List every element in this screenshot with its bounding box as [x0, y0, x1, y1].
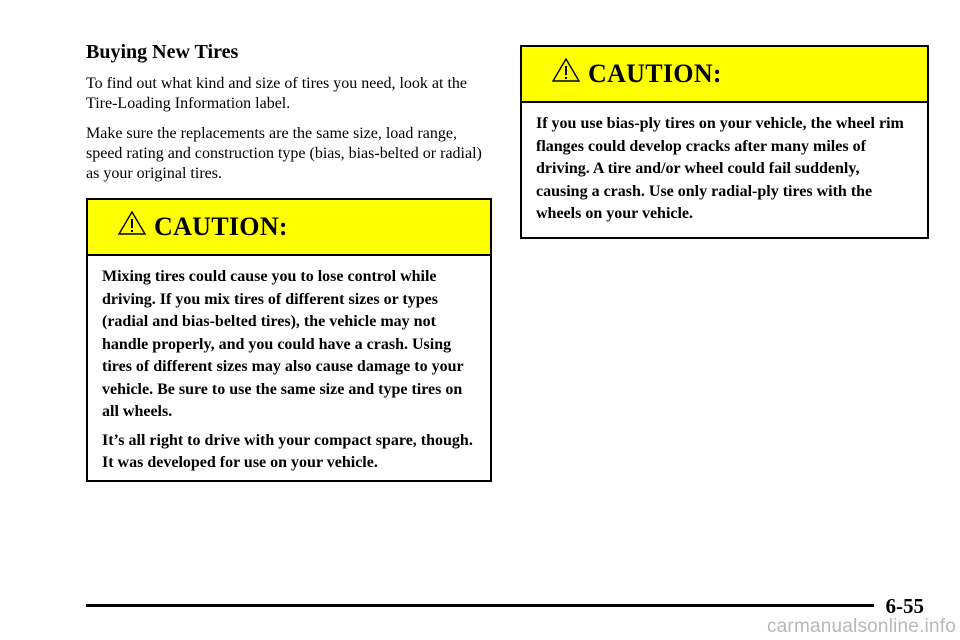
caution-text: It’s all right to drive with your compact spare, though. It was developed for use on your vehicle.	[102, 431, 473, 471]
caution-box-mixing-tires	[86, 198, 492, 482]
caution-label: CAUTION:	[154, 212, 288, 241]
footer-rule	[86, 604, 874, 607]
caution-header	[522, 47, 927, 103]
caution-header	[88, 200, 490, 256]
caution-body	[88, 256, 490, 475]
section-title: Buying New Tires	[86, 41, 239, 63]
caution-box-bias-ply	[520, 45, 929, 239]
warning-triangle-icon	[118, 211, 146, 235]
watermark: carmanualsonline.info	[766, 616, 956, 637]
warning-triangle-icon	[552, 58, 580, 82]
caution-text: If you use bias-ply tires on your vehicle, the wheel rim flanges could develop cracks after many miles of driving. A tire and/or wheel could fail suddenly, causing a crash. Use only radial-ply tires with the wheels on your vehicle.	[536, 115, 904, 222]
caution-label: CAUTION:	[588, 59, 722, 88]
caution-text: Mixing tires could cause you to lose control while driving. If you mix tires of different sizes or types (radial and bias-belted tires), the vehicle may not handle properly, and you could have a crash. Using tires of different sizes may also cause damage to your vehicle. Be sure to use the same size and type tires on all wheels.	[102, 268, 464, 420]
replacement-paragraph: Make sure the replacements are the same size, load range, speed rating and construction type (bias, bias-belted or radial) as your original tires.	[86, 125, 482, 182]
intro-paragraph: To find out what kind and size of tires you need, look at the Tire-Loading Information label.	[86, 75, 468, 112]
caution-body	[522, 103, 927, 226]
page-number: 6-55	[885, 594, 924, 618]
left-column	[86, 40, 492, 194]
